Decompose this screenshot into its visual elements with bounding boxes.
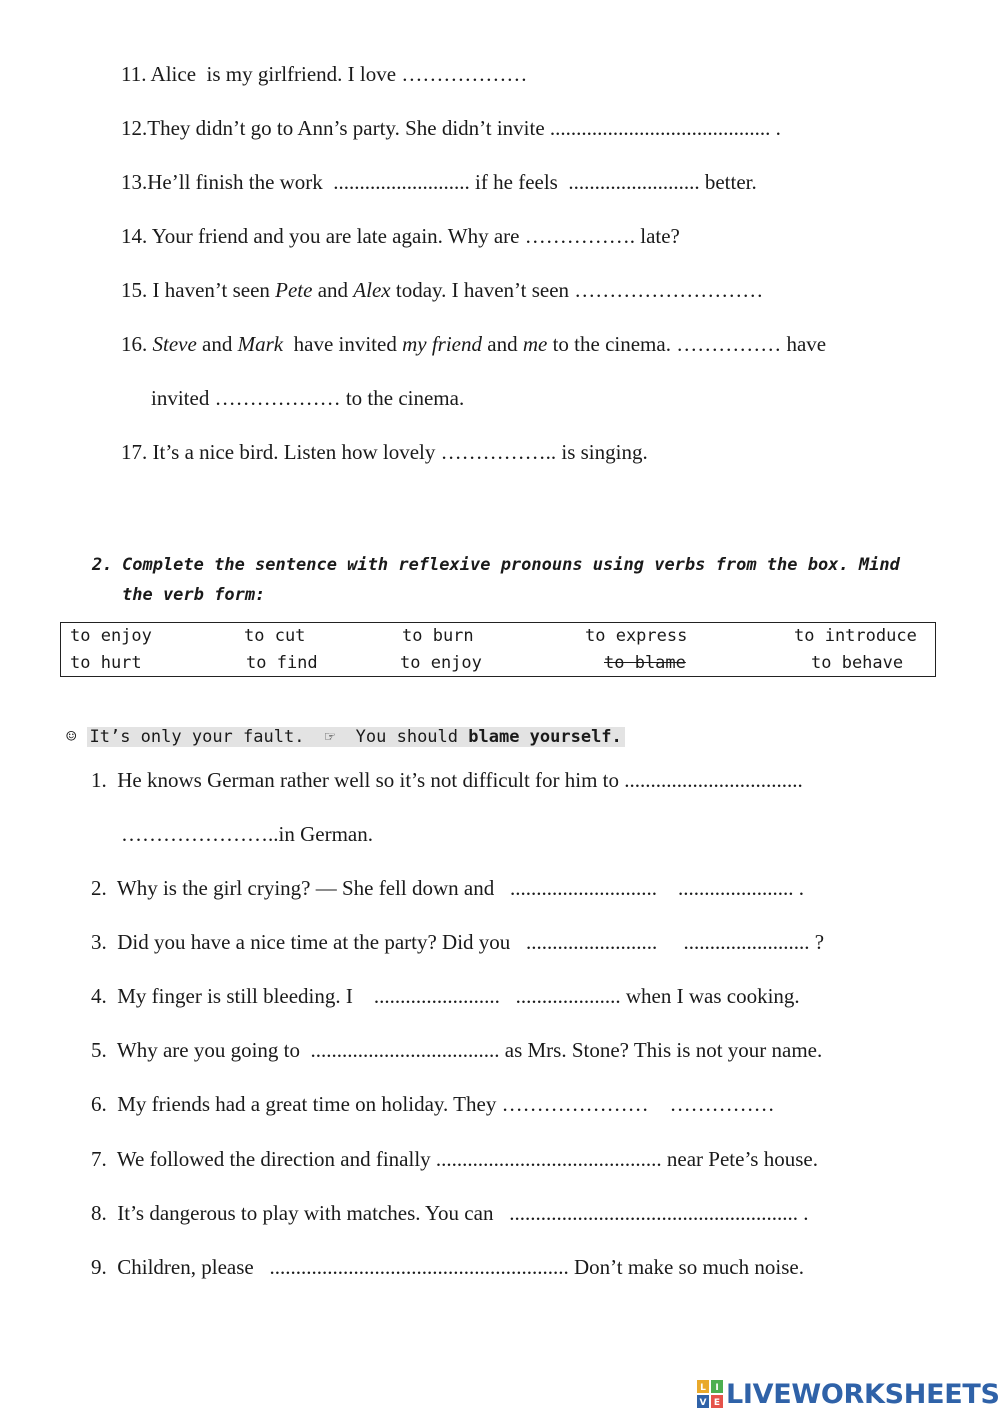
sentence-15	[121, 280, 763, 301]
example-prefix: You should	[355, 727, 469, 747]
italic-word: me	[522, 332, 548, 356]
logo-letter-e: E	[713, 1398, 721, 1408]
sentence-text: 6. My friends had a great time on holiday. They ………………… ……………	[91, 1092, 775, 1116]
exercise-2-sentence-1-continued	[121, 824, 373, 845]
sentence-text: 11. Alice is my girlfriend. I love ………………	[121, 62, 528, 86]
exercise-2-sentence-7	[91, 1149, 818, 1170]
verb-box	[60, 622, 936, 677]
italic-word: Alex	[353, 278, 391, 302]
example-highlight	[87, 727, 625, 747]
sentence-text: 12.They didn’t go to Ann’s party. She didn’t invite .......................................... .	[121, 116, 781, 140]
sentence-14	[121, 226, 680, 247]
sentence-12	[121, 118, 781, 139]
italic-word: Mark	[237, 332, 284, 356]
sentence-text: 17. It’s a nice bird. Listen how lovely …………….. is singing.	[121, 440, 648, 464]
verb-to-behave: to behave	[811, 653, 904, 673]
exercise-2-sentence-5	[91, 1040, 822, 1061]
sentence-text: 9. Children, please ......................................................... Don’t make so much noise.	[91, 1255, 804, 1279]
sentence-text: 14. Your friend and you are late again. Why are ……………. late?	[121, 224, 680, 248]
task-instruction-line2: the verb form:	[122, 585, 266, 605]
verb-to-express: to express	[585, 626, 688, 646]
exercise-2-sentence-8	[91, 1203, 808, 1224]
italic-word: Steve	[152, 332, 197, 356]
liveworksheets-wordmark: LIVEWORKSHEETS	[726, 1378, 1000, 1410]
verb-to-burn: to burn	[402, 626, 474, 646]
task-number: 2.	[92, 555, 113, 575]
sentence-text: to the cinema. …………… have	[547, 332, 827, 356]
sentence-text: 4. My finger is still bleeding. I ........................ .................... when I was cooking.	[91, 984, 800, 1008]
sentence-text: 1. He knows German rather well so it’s not difficult for him to ..................................	[91, 768, 803, 792]
sentence-text: 16.	[121, 332, 153, 356]
italic-word: Pete	[275, 278, 313, 302]
verb-to-hurt: to hurt	[70, 653, 142, 673]
sentence-13	[121, 172, 757, 193]
sentence-16-continued	[151, 388, 464, 409]
sentence-text: 2. Why is the girl crying? — She fell down and ............................ ...................... .	[91, 876, 804, 900]
sentence-text: have invited	[283, 332, 403, 356]
exercise-2-sentence-6	[91, 1094, 775, 1115]
logo-letter-l: L	[700, 1383, 706, 1393]
sentence-text: and	[482, 332, 523, 356]
sentence-text: 3. Did you have a nice time at the party? Did you ......................... ........................ ?	[91, 930, 825, 954]
example-line	[66, 725, 625, 749]
smiley-icon: ☺	[66, 727, 77, 747]
sentence-text: 7. We followed the direction and finally ........................................... near Pete’s house.	[91, 1147, 818, 1171]
sentence-text: …………………..in German.	[121, 822, 373, 846]
verb-to-enjoy: to enjoy	[70, 626, 152, 646]
verb-to-find: to find	[246, 653, 318, 673]
verb-to-cut: to cut	[244, 626, 306, 646]
sentence-text: invited ……………… to the cinema.	[151, 386, 465, 410]
sentence-text: 5. Why are you going to .................................... as Mrs. Stone? This is not your name.	[91, 1038, 823, 1062]
pointing-hand-icon: ☞	[324, 727, 336, 747]
task-instruction-line1: Complete the sentence with reflexive pronouns using verbs from the box. Mind	[122, 555, 900, 575]
liveworksheets-logo[interactable]	[697, 1377, 1000, 1411]
italic-word: my friend	[402, 332, 482, 356]
verb-to-enjoy-2: to enjoy	[400, 653, 482, 673]
sentence-text: 13.He’ll finish the work .......................... if he feels ......................... better.	[121, 170, 757, 194]
exercise-2-sentence-1	[91, 770, 803, 791]
task-2-heading	[92, 550, 922, 610]
exercise-2-sentence-2	[91, 878, 804, 899]
sentence-text: and	[312, 278, 354, 302]
exercise-2-sentence-3	[91, 932, 824, 953]
exercise-2-sentence-4	[91, 986, 800, 1007]
example-sentence: It’s only your fault.	[89, 727, 305, 747]
sentence-16	[121, 334, 826, 355]
logo-letter-v: V	[699, 1398, 707, 1408]
verb-to-introduce: to introduce	[794, 626, 917, 646]
sentence-text: 15. I haven’t seen	[121, 278, 276, 302]
sentence-text: 8. It’s dangerous to play with matches. You can ....................................................... .	[91, 1201, 809, 1225]
verb-to-blame-struck: to blame	[604, 653, 686, 673]
sentence-11	[121, 64, 527, 85]
logo-letter-i: I	[715, 1383, 719, 1393]
sentence-17	[121, 442, 648, 463]
example-answer: blame yourself.	[468, 727, 622, 747]
liveworksheets-logo-icon	[697, 1380, 723, 1408]
sentence-text: and	[196, 332, 238, 356]
sentence-text: today. I haven’t seen ………………………	[390, 278, 764, 302]
exercise-2-sentence-9	[91, 1257, 804, 1278]
